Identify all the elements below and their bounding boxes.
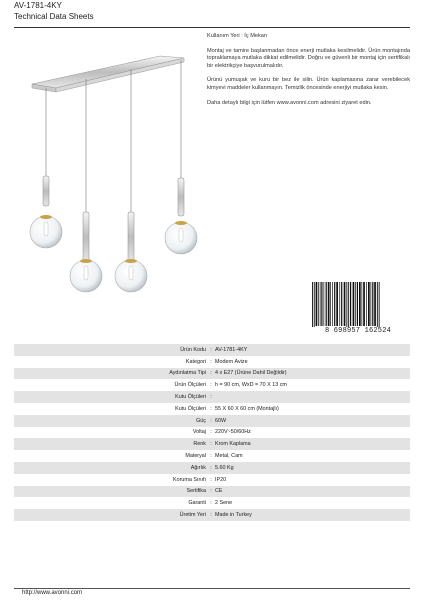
spec-value: Metal, Cam: [215, 453, 243, 460]
spec-value: 2 Sene: [215, 500, 233, 507]
barcode-bar: [320, 282, 321, 326]
spec-value: Modern Avize: [215, 358, 248, 365]
info-paragraph-website: Daha detaylı bilgi için lütfen www.avonni.com adresini ziyaret edin.: [207, 99, 372, 106]
barcode-bar: [339, 282, 340, 326]
spec-value: AV-1781-4KY: [215, 346, 248, 353]
spec-value: 60W: [215, 417, 227, 424]
spec-row: [14, 368, 410, 380]
barcode-bar: [362, 282, 363, 326]
barcode-bar: [318, 282, 319, 326]
barcode-bar: [353, 282, 355, 326]
barcode-bar: [374, 282, 376, 326]
spec-separator: :: [210, 358, 212, 365]
spec-value: IP20: [215, 476, 227, 483]
spec-key: Üretim Yeri: [179, 512, 206, 519]
usage-location: Kullanım Yeri : İç Mekan: [207, 33, 268, 39]
spec-separator: :: [210, 500, 212, 507]
barcode-bar: [371, 282, 372, 326]
spec-value: 220V~50/60Hz: [215, 429, 251, 436]
spec-separator: :: [210, 370, 212, 377]
spec-row: [14, 509, 410, 521]
spec-key: Aydınlatma Tipi: [169, 370, 206, 377]
spec-separator: :: [210, 417, 212, 424]
barcode-bar: [355, 282, 356, 326]
barcode-bar: [314, 282, 315, 330]
spec-separator: :: [210, 453, 212, 460]
barcode-bar: [368, 282, 370, 326]
spec-separator: :: [210, 429, 212, 436]
spec-row: [14, 450, 410, 462]
spec-value: Made in Turkey: [215, 512, 252, 519]
barcode-bar: [326, 282, 327, 326]
barcode-bar: [321, 282, 322, 326]
spec-value: CE: [215, 488, 223, 495]
document-header: [14, 0, 94, 22]
barcode-bar: [372, 282, 373, 326]
spec-key: Renk: [193, 441, 206, 448]
barcode-bar: [348, 282, 349, 330]
barcode-number: 8 698957 162524: [310, 327, 406, 335]
barcode-bar: [336, 282, 338, 326]
spec-value: h = 90 cm, WxD = 70 X 13 cm: [215, 382, 287, 389]
header-divider: [14, 27, 410, 28]
document-subtitle: Technical Data Sheets: [14, 12, 94, 21]
barcode-bar: [316, 282, 318, 326]
spec-key: Voltaj: [192, 429, 206, 436]
spec-key: Ağırlık: [190, 464, 206, 471]
spec-row: [14, 462, 410, 474]
info-paragraph-cleaning: Ürünü yumuşak ve kuru bir bez ile silin. Ürün kaplamasına zarar verebilecek kimyevi maddeler kullanmayın. Temizlik öncesinde enerjiyi mutlaka kesin.: [207, 77, 410, 91]
product-illustration: [14, 44, 204, 344]
barcode-bar: [377, 282, 378, 330]
spec-row: [14, 344, 410, 356]
barcode-bar: [350, 282, 351, 326]
spec-separator: :: [210, 464, 212, 471]
spec-key: Kategori: [185, 358, 206, 365]
spec-key: Kutu Ölçüleri: [175, 394, 206, 401]
spec-row: [14, 415, 410, 427]
barcode-bar: [330, 282, 331, 326]
footer-divider: [14, 588, 410, 589]
spec-key: Ürün Kodu: [180, 346, 206, 353]
barcode-bar: [357, 282, 358, 326]
barcode-bar: [334, 282, 335, 326]
info-block: [207, 33, 410, 114]
spec-key: Materyal: [185, 453, 206, 460]
spec-row: [14, 403, 410, 415]
barcode-bar: [363, 282, 365, 326]
barcode-bar: [332, 282, 333, 326]
barcode-bar: [344, 282, 346, 326]
spec-separator: :: [210, 346, 212, 353]
spec-separator: :: [210, 441, 212, 448]
barcode-bar: [366, 282, 367, 326]
barcode-bar: [341, 282, 342, 326]
spec-separator: :: [210, 405, 212, 412]
spec-key: Ürün Ölçüleri: [174, 382, 206, 389]
spec-value: 5.60 Kg: [215, 464, 234, 471]
spec-key: Garanti: [188, 500, 206, 507]
spec-row: [14, 356, 410, 368]
spec-row: [14, 379, 410, 391]
spec-value: 55 X 60 X 60 cm (Montajlı): [215, 405, 279, 412]
barcode-bar: [346, 282, 347, 330]
spec-key: Güç: [196, 417, 206, 424]
product-code-title: AV-1781-4KY: [14, 1, 62, 10]
spec-key: Koruma Sınıfı: [173, 476, 206, 483]
footer-url: http://www.avonni.com: [22, 590, 83, 596]
barcode-bar: [324, 282, 325, 326]
info-paragraph-safety: Montaj ve tamire başlanmadan önce enerji mutlaka kesilmelidir. Ürün montajında topraklamaya mutlaka dikkat edilmelidir. Doğru ve güvenli bir montaj için sertifikalı bir elektrikçiye başvurulmalıdır.: [207, 47, 410, 69]
spec-row: [14, 438, 410, 450]
barcode-bar: [328, 282, 330, 326]
barcode-bar: [312, 282, 313, 330]
spec-row: [14, 474, 410, 486]
spec-separator: :: [210, 476, 212, 483]
spec-row: [14, 391, 410, 403]
spec-key: Sertifika: [186, 488, 206, 495]
spec-row: [14, 486, 410, 498]
barcode-bar: [359, 282, 361, 326]
spec-value: 4 x E27 (Ürüne Dahil Değildir): [215, 370, 287, 377]
spec-key: Kutu Ölçüleri: [175, 405, 206, 412]
spec-separator: :: [210, 512, 212, 519]
spec-separator: :: [210, 488, 212, 495]
spec-row: [14, 427, 410, 439]
spec-table: [14, 344, 410, 521]
spec-row: [14, 497, 410, 509]
spec-separator: :: [210, 382, 212, 389]
barcode-bar: [379, 282, 380, 330]
spec-separator: :: [210, 394, 212, 401]
spec-value: Krom Kaplama: [215, 441, 251, 448]
